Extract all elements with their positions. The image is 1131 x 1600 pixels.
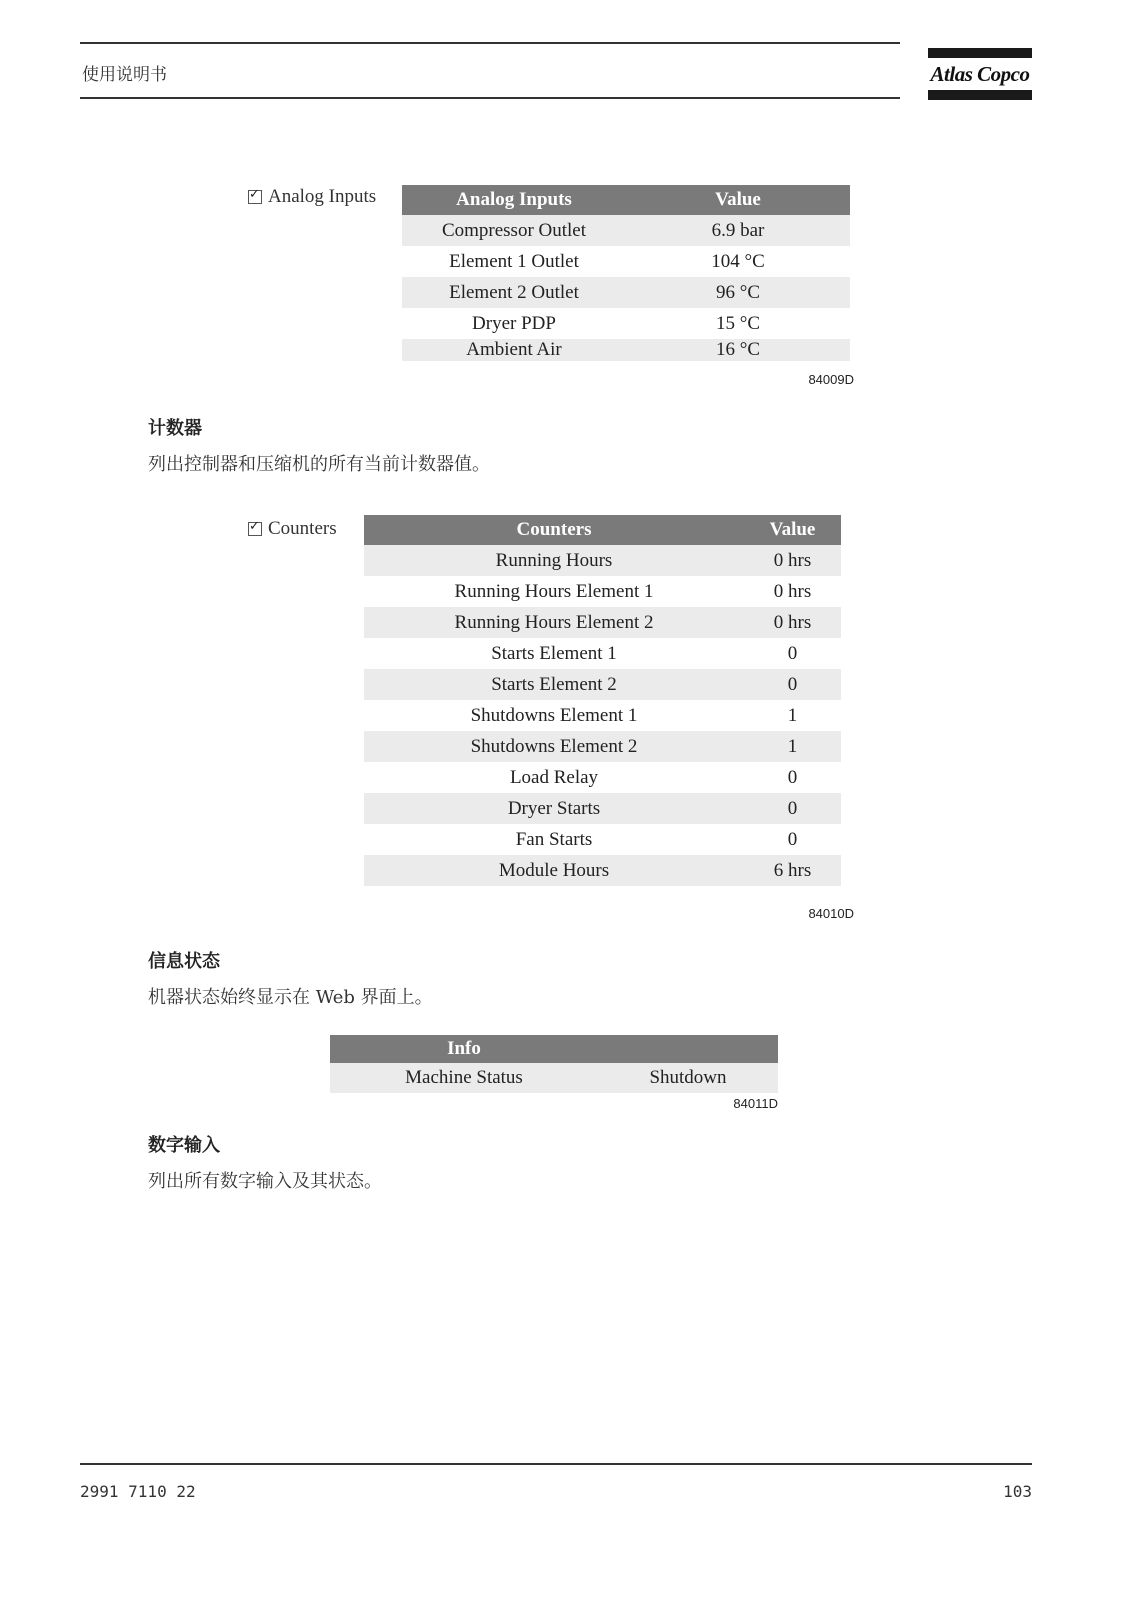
table-row	[364, 731, 841, 762]
cell-label: Element 1 Outlet	[449, 250, 579, 272]
cell-label: Shutdowns Element 1	[470, 704, 638, 726]
cell-label: Fan Starts	[515, 828, 593, 850]
cell-label: Starts Element 2	[364, 669, 744, 700]
figure-id: 84010D	[808, 906, 854, 921]
logo-bar-bottom	[928, 90, 1032, 100]
atlas-copco-logo	[928, 48, 1032, 100]
table-row	[364, 638, 841, 669]
column-header: Info	[330, 1035, 598, 1063]
table-row	[330, 1063, 778, 1093]
cell-value: 16 °C	[626, 339, 850, 361]
cell-value: 6.9 bar	[626, 215, 850, 246]
section-heading: 数字输入	[148, 1135, 220, 1156]
column-header: Value	[626, 185, 850, 215]
header-rule-top	[80, 42, 900, 44]
cell-value: 0	[744, 793, 841, 824]
table-row	[364, 700, 841, 731]
document-number: 2991 7110 22	[80, 1482, 196, 1501]
cell-label: Dryer PDP	[472, 312, 556, 334]
cell-value: 0 hrs	[773, 580, 812, 602]
section-body: 列出控制器和压缩机的所有当前计数器值。	[148, 454, 490, 475]
section-heading: 信息状态	[148, 951, 220, 972]
table-header-row	[364, 515, 841, 545]
cell-value: 0	[744, 669, 841, 700]
table-row	[364, 762, 841, 793]
info-table	[330, 1035, 778, 1093]
table-row	[402, 215, 850, 246]
column-header	[598, 1035, 778, 1063]
section-heading: 计数器	[148, 418, 202, 439]
section-body: 列出所有数字输入及其状态。	[148, 1171, 382, 1192]
table-header-row	[402, 185, 850, 215]
table-row	[364, 545, 841, 576]
column-header: Counters	[364, 515, 744, 545]
analog-inputs-checkbox[interactable]	[248, 186, 376, 208]
cell-label: Ambient Air	[402, 339, 626, 361]
analog-inputs-table	[402, 185, 850, 361]
section-body: 机器状态始终显示在 Web 界面上。	[148, 987, 433, 1008]
cell-label: Running Hours	[364, 545, 744, 576]
column-header: Analog Inputs	[402, 185, 626, 215]
document-title: 使用说明书	[82, 65, 167, 85]
cell-value: 0 hrs	[744, 545, 841, 576]
table-row	[402, 277, 850, 308]
table-row	[364, 607, 841, 638]
table-row	[364, 793, 841, 824]
header-rule-bottom	[80, 97, 900, 99]
cell-label: Module Hours	[364, 855, 744, 886]
footer-rule	[80, 1463, 1032, 1465]
cell-label: Running Hours Element 1	[454, 580, 654, 602]
cell-label: Starts Element 1	[491, 642, 617, 664]
table-row	[364, 669, 841, 700]
cell-label: Element 2 Outlet	[402, 277, 626, 308]
figure-id: 84011D	[733, 1096, 778, 1111]
counters-checkbox-label: Counters	[268, 518, 337, 539]
analog-inputs-checkbox-label: Analog Inputs	[268, 186, 377, 207]
table-row	[364, 855, 841, 886]
table-row	[364, 824, 841, 855]
cell-label: Compressor Outlet	[402, 215, 626, 246]
counters-checkbox[interactable]	[248, 518, 337, 540]
logo-wordmark: Atlas Copco	[930, 62, 1030, 86]
table-row	[402, 339, 850, 361]
cell-label: Shutdowns Element 2	[364, 731, 744, 762]
checkbox-checked-icon[interactable]	[248, 522, 262, 536]
cell-value: 0	[787, 766, 798, 788]
cell-value: 15 °C	[715, 312, 761, 334]
cell-value: 1	[744, 731, 841, 762]
cell-value: 6 hrs	[744, 855, 841, 886]
column-header: Value	[744, 515, 841, 545]
cell-label: Dryer Starts	[364, 793, 744, 824]
logo-bar-top	[928, 48, 1032, 58]
cell-label: Machine Status	[330, 1063, 598, 1093]
table-header-row	[330, 1035, 778, 1063]
cell-value: 96 °C	[626, 277, 850, 308]
cell-value: Shutdown	[598, 1063, 778, 1093]
cell-value: 104 °C	[711, 250, 765, 272]
cell-value: 0	[787, 828, 798, 850]
table-row	[402, 308, 850, 339]
cell-value: 0	[787, 642, 798, 664]
table-row	[402, 246, 850, 277]
checkbox-checked-icon[interactable]	[248, 190, 262, 204]
cell-value: 0 hrs	[744, 607, 841, 638]
cell-label: Load Relay	[509, 766, 599, 788]
counters-table	[364, 515, 841, 886]
page-number: 103	[1003, 1482, 1032, 1501]
figure-id: 84009D	[808, 372, 854, 387]
table-row	[364, 576, 841, 607]
cell-value: 1	[787, 704, 798, 726]
cell-label: Running Hours Element 2	[364, 607, 744, 638]
